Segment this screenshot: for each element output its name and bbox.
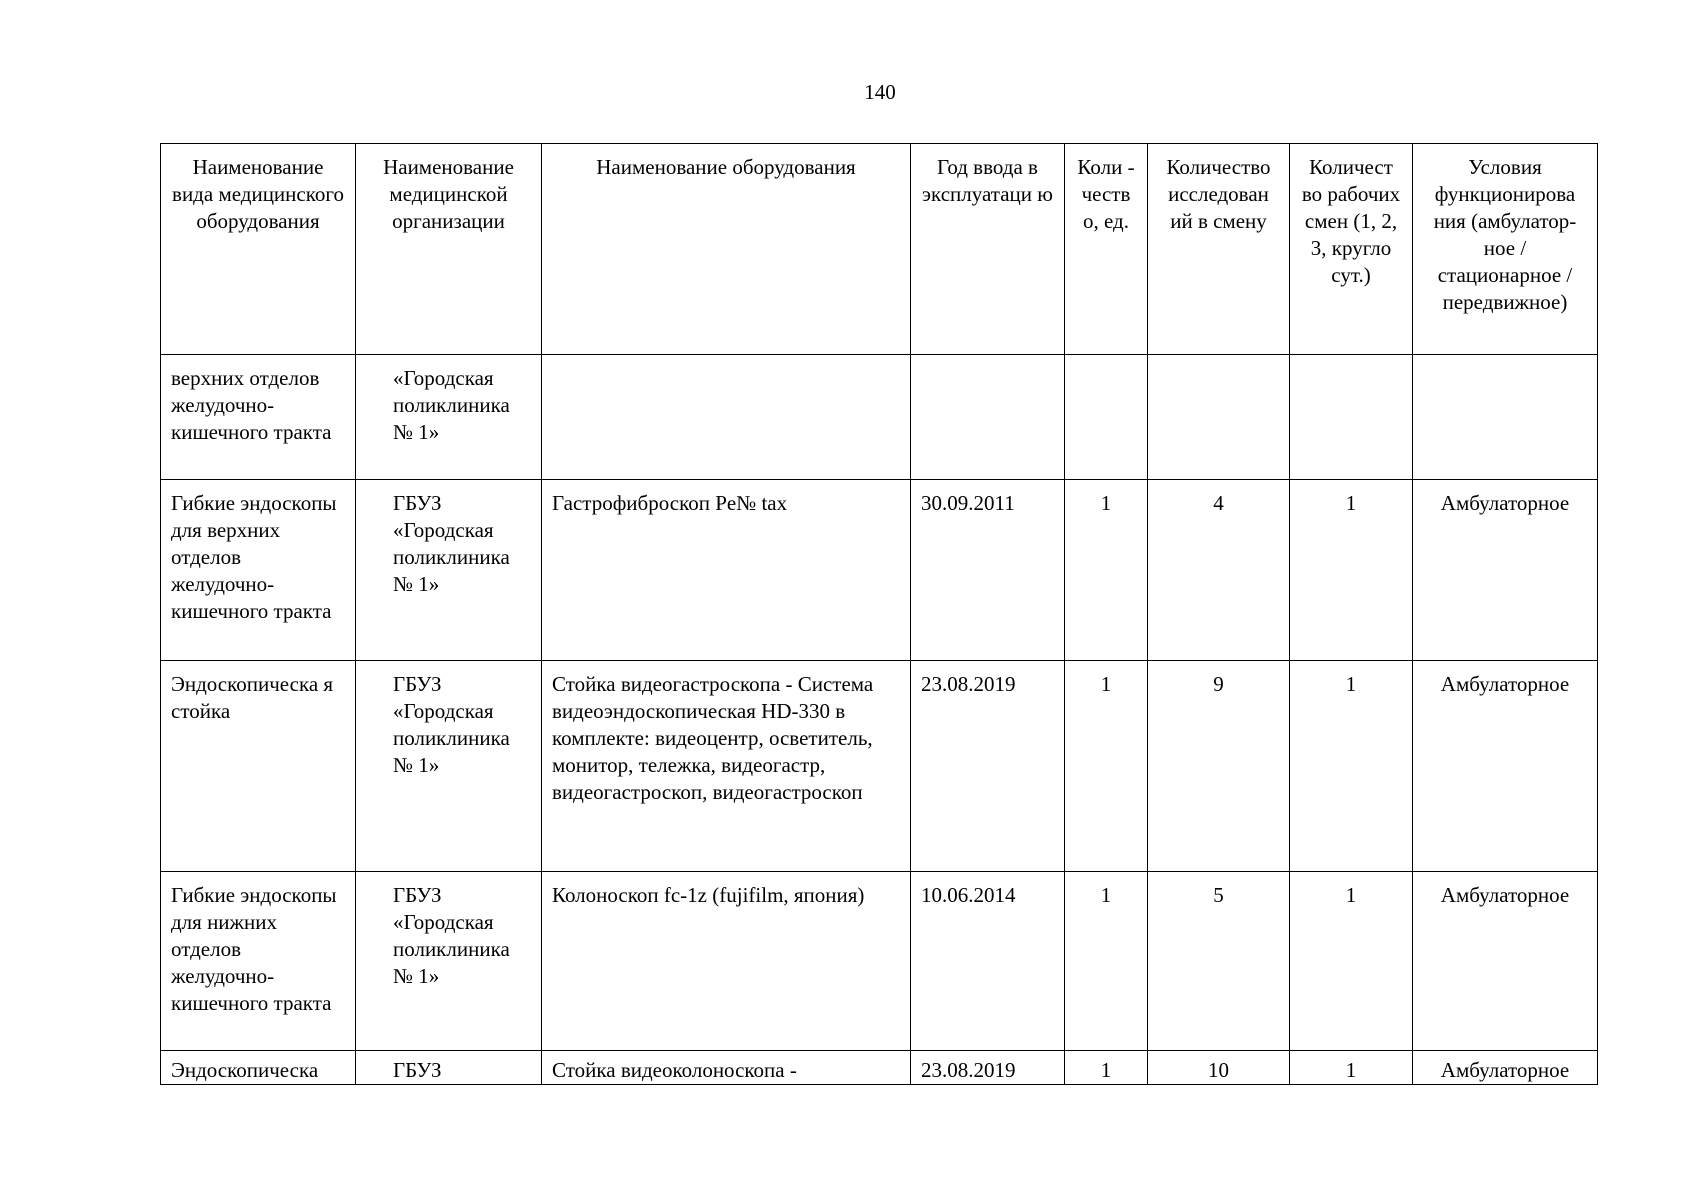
cell-quantity: 1 [1065,1051,1148,1085]
table-header-row [161,144,1598,355]
cell-commission-date: 23.08.2019 [911,661,1065,872]
cell-commission-date: 23.08.2019 [911,1051,1065,1085]
cell-equipment-type: Эндоскопическа я стойка [161,661,356,872]
cell-commission-date: 30.09.2011 [911,480,1065,661]
cell-shifts [1290,355,1413,480]
cell-studies: 4 [1148,480,1290,661]
table-row [161,661,1598,872]
cell-studies: 9 [1148,661,1290,872]
cell-conditions: Амбулаторное [1413,661,1598,872]
cell-conditions: Амбулаторное [1413,480,1598,661]
header-quantity: Коли - честв о, ед. [1065,144,1148,355]
cell-equipment-name: Гастрофиброскоп Pe№ tax [542,480,911,661]
cell-shifts: 1 [1290,1051,1413,1085]
cell-equipment-type: Гибкие эндоскопы для верхних отделов желудочно-кишечного тракта [161,480,356,661]
cell-equipment-type: Эндоскопическа [161,1051,356,1085]
header-conditions: Условия функционирова ния (амбулатор- ное / стационарное / передвижное) [1413,144,1598,355]
table-row [161,1051,1598,1085]
page-number: 140 [864,80,896,104]
cell-organization: «Городская поликлиника № 1» [356,355,542,480]
cell-quantity: 1 [1065,661,1148,872]
cell-commission-date [911,355,1065,480]
header-studies-per-shift: Количество исследован ий в смену [1148,144,1290,355]
cell-equipment-name: Стойка видеогастроскопа - Система видеоэндоскопическая HD-330 в комплекте: видеоцентр, осветитель, монитор, тележка, видеогастр, видеогастроскоп, видеогастроскоп [542,661,911,872]
cell-shifts: 1 [1290,872,1413,1051]
cell-conditions: Амбулаторное [1413,872,1598,1051]
cell-equipment-name [542,355,911,480]
header-equipment-type: Наименование вида медицинского оборудования [161,144,356,355]
cell-equipment-name: Стойка видеоколоноскопа - [542,1051,911,1085]
equipment-table [160,143,1598,1085]
cell-organization: ГБУЗ «Городская поликлиника № 1» [356,661,542,872]
cell-commission-date: 10.06.2014 [911,872,1065,1051]
cell-equipment-type: верхних отделов желудочно-кишечного тракта [161,355,356,480]
table-row [161,480,1598,661]
cell-shifts: 1 [1290,661,1413,872]
header-equipment-name: Наименование оборудования [542,144,911,355]
cell-equipment-type: Гибкие эндоскопы для нижних отделов желудочно-кишечного тракта [161,872,356,1051]
cell-quantity: 1 [1065,480,1148,661]
cell-organization: ГБУЗ «Городская поликлиника № 1» [356,872,542,1051]
cell-studies: 10 [1148,1051,1290,1085]
header-shift-count: Количест во рабочих смен (1, 2, 3, кругло сут.) [1290,144,1413,355]
cell-conditions [1413,355,1598,480]
cell-quantity: 1 [1065,872,1148,1051]
cell-studies [1148,355,1290,480]
cell-organization: ГБУЗ [356,1051,542,1085]
cell-conditions: Амбулаторное [1413,1051,1598,1085]
cell-quantity [1065,355,1148,480]
cell-studies: 5 [1148,872,1290,1051]
cell-equipment-name: Колоноскоп fc-1z (fujifilm, япония) [542,872,911,1051]
cell-organization: ГБУЗ «Городская поликлиника № 1» [356,480,542,661]
table-row [161,872,1598,1051]
cell-shifts: 1 [1290,480,1413,661]
table-row [161,355,1598,480]
header-organization: Наименование медицинской организации [356,144,542,355]
header-commission-year: Год ввода в эксплуатаци ю [911,144,1065,355]
